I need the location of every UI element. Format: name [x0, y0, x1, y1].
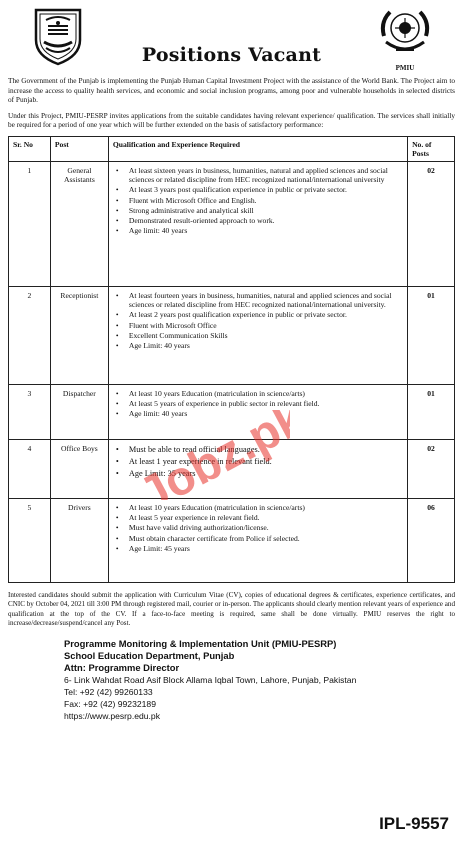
table-header-row [9, 136, 455, 161]
list-item: • At least 5 year experience in relevant field. [113, 513, 403, 522]
header-qualification: Qualification and Experience Required [108, 136, 407, 161]
post-cell: Drivers [50, 498, 108, 582]
num-posts-cell: 01 [408, 384, 455, 439]
table-row [9, 161, 455, 286]
header-sr-no: Sr. No [9, 136, 51, 161]
intro-paragraph: The Government of the Punjab is implementing the Punjab Human Capital Investment Project with the assistance of the World Bank. The Project aim to increase the access to quality health services, and economic and social inclusion programs, among poor and vulnerable households in selected districts of Punjab. [8, 76, 455, 105]
fax: Fax: +92 (42) 99232189 [64, 699, 156, 710]
list-item: • At least sixteen years in business, humanities, natural and applied sciences and social sciences or related discipline from HEC recognized national/international university [113, 166, 403, 184]
num-posts-cell: 02 [408, 161, 455, 286]
table-row [9, 439, 455, 498]
num-posts-cell: 06 [408, 498, 455, 582]
table-row [9, 498, 455, 582]
application-instructions: Interested candidates should submit the application with Curriculum Vitae (CV), copies of educational degrees & certificates, experience certificates, and CNIC by October 04, 2021 till 3:00 PM through registered mail, courier or in-person. The applicants should clearly mention relevant years of experience and qualification at the top of the CV. If a face-to-face meeting is required, same shall be done virtually. PMIU reserves the right to increase/decrease/suspend/cancel any Post. [8, 590, 455, 627]
header-num-posts: No. of Posts [408, 136, 455, 161]
list-item: • Age limit: 40 years [113, 226, 403, 235]
sr-no-cell: 1 [9, 161, 51, 286]
pmiu-logo-label: PMIU [395, 64, 415, 72]
svg-text:Jobz.pk: Jobz.pk [130, 410, 290, 500]
table-row [9, 384, 455, 439]
attention-line: Attn: Programme Director [64, 662, 180, 674]
list-item: • At least 10 years Education (matriculation in science/arts) [113, 389, 403, 398]
list-item: • Excellent Communication Skills [113, 331, 403, 340]
qualification-cell [108, 498, 407, 582]
street-address: 6- Link Wahdat Road Asif Block Allama Iqbal Town, Lahore, Punjab, Pakistan [64, 675, 357, 686]
qualification-cell [108, 439, 407, 498]
list-item: • Age Limit: 45 years [113, 544, 403, 553]
positions-table [8, 136, 455, 583]
qualification-list [113, 503, 403, 553]
qualification-cell [108, 286, 407, 384]
contact-address-block [8, 638, 455, 722]
list-item: • At least 2 years post qualification experience in public or private sector. [113, 310, 403, 319]
list-item: • Strong administrative and analytical skill [113, 206, 403, 215]
post-cell: General Assistants [50, 161, 108, 286]
list-item: • At least 5 years of experience in public sector in relevant field. [113, 399, 403, 408]
list-item: • Age Limit: 40 years [113, 341, 403, 350]
header-post: Post [50, 136, 108, 161]
post-cell: Office Boys [50, 439, 108, 498]
list-item: • Must have valid driving authorization/license. [113, 523, 403, 532]
num-posts-cell: 02 [408, 439, 455, 498]
website-link[interactable]: https://www.pesrp.edu.pk [64, 711, 161, 722]
pmiu-logo [375, 6, 435, 72]
list-item: • At least fourteen years in business, humanities, natural and applied sciences and social sciences or related discipline from HEC recognized national/international university. [113, 291, 403, 309]
qualification-list [113, 444, 403, 479]
qualification-list [113, 389, 403, 419]
list-item: • Fluent with Microsoft Office [113, 321, 403, 330]
header [8, 0, 455, 74]
qualification-cell [108, 161, 407, 286]
telephone: Tel: +92 (42) 99260133 [64, 687, 153, 698]
post-cell: Receptionist [50, 286, 108, 384]
num-posts-cell: 01 [408, 286, 455, 384]
sr-no-cell: 4 [9, 439, 51, 498]
project-paragraph: Under this Project, PMIU-PESRP invites applications from the suitable candidates having relevant experience/ qualification. The services shall initially be required for a period of one year which will be further extended on the basis of satisfactory performance: [8, 110, 455, 130]
list-item: • Demonstrated result-oriented approach to work. [113, 216, 403, 225]
list-item: • At least 10 years Education (matriculation in science/arts) [113, 503, 403, 512]
page-title: Positions Vacant [141, 44, 322, 66]
sr-no-cell: 2 [9, 286, 51, 384]
organization-name: Programme Monitoring & Implementation Unit (PMIU-PESRP) [64, 638, 337, 650]
qualification-list [113, 291, 403, 350]
list-item: • Must obtain character certificate from Police if selected. [113, 534, 403, 543]
department-name: School Education Department, Punjab [64, 650, 235, 662]
qualification-cell [108, 384, 407, 439]
list-item: • At least 1 year experience in relevant field. [113, 456, 403, 467]
sr-no-cell: 3 [9, 384, 51, 439]
sr-no-cell: 5 [9, 498, 51, 582]
table-row [9, 286, 455, 384]
list-item: • Age limit: 40 years [113, 409, 403, 418]
list-item: • Must be able to read official languages. [113, 444, 403, 455]
list-item: • Fluent with Microsoft Office and English. [113, 196, 403, 205]
qualification-list [113, 166, 403, 235]
list-item: • At least 3 years post qualification experience in public or private sector. [113, 185, 403, 194]
list-item: • Age Limit: 35 years [113, 468, 403, 479]
ad-code: IPL-9557 [379, 814, 449, 833]
post-cell: Dispatcher [50, 384, 108, 439]
